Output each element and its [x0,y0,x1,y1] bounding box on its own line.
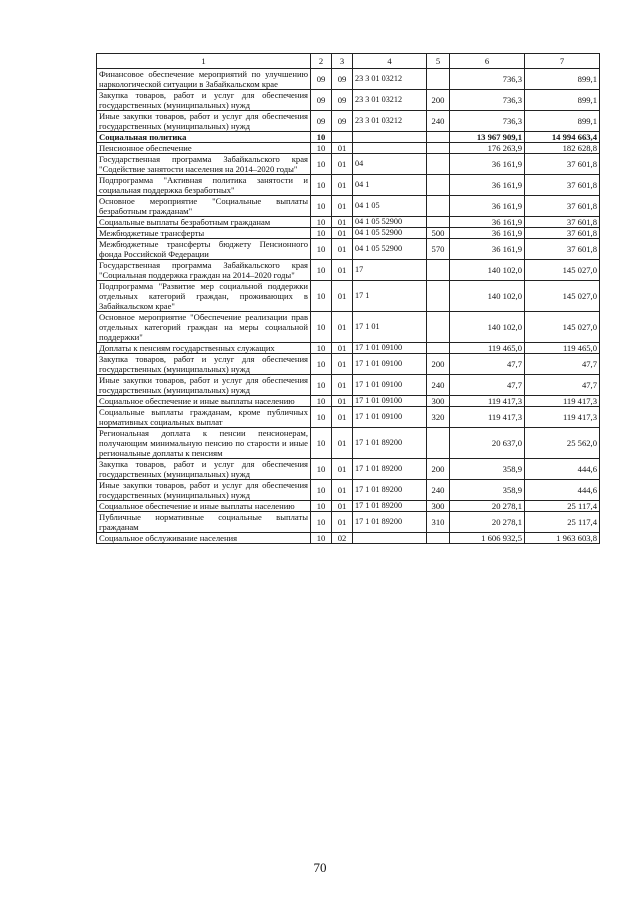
row-name-cell: Пенсионное обеспечение [97,143,311,154]
row-name-cell: Подпрограмма "Развитие мер социальной поддержки отдельных категорий граждан, проживающих в Забайкальском крае" [97,281,311,312]
row-name-cell: Закупка товаров, работ и услуг для обеспечения государственных (муниципальных) нужд [97,354,311,375]
row-name-cell: Иные закупки товаров, работ и услуг для обеспечения государственных (муниципальных) нужд [97,375,311,396]
row-subsection-cell: 01 [332,281,353,312]
row-section-cell: 10 [311,375,332,396]
table-row [97,343,600,354]
row-article-cell: 04 1 [353,175,427,196]
row-expense-type-cell [427,217,450,228]
row-amount-year2-cell: 119 417,3 [525,407,600,428]
row-expense-type-cell [427,175,450,196]
row-expense-type-cell [427,143,450,154]
budget-document [96,53,599,544]
row-amount-year1-cell: 36 161,9 [450,196,525,217]
row-section-cell: 09 [311,111,332,132]
row-name-cell: Государственная программа Забайкальского края "Социальная поддержка граждан на 2014–2020 годы" [97,260,311,281]
row-name-cell: Социальные выплаты безработным гражданам [97,217,311,228]
row-amount-year1-cell: 20 637,0 [450,428,525,459]
header-col-1: 1 [97,54,311,69]
row-amount-year2-cell: 899,1 [525,111,600,132]
row-expense-type-cell [427,260,450,281]
header-col-2: 2 [311,54,332,69]
row-article-cell: 23 3 01 03212 [353,69,427,90]
row-expense-type-cell: 240 [427,375,450,396]
row-name-cell: Иные закупки товаров, работ и услуг для обеспечения государственных (муниципальных) нужд [97,480,311,501]
row-section-cell: 10 [311,480,332,501]
header-col-3: 3 [332,54,353,69]
table-row [97,459,600,480]
row-article-cell: 23 3 01 03212 [353,90,427,111]
row-article-cell: 17 1 01 89200 [353,459,427,480]
row-amount-year2-cell: 25 117,4 [525,512,600,533]
row-article-cell: 23 3 01 03212 [353,111,427,132]
row-section-cell: 10 [311,154,332,175]
row-amount-year2-cell: 444,6 [525,480,600,501]
row-article-cell: 17 1 01 09100 [353,375,427,396]
header-col-5: 5 [427,54,450,69]
table-row [97,375,600,396]
row-amount-year1-cell: 36 161,9 [450,239,525,260]
table-row [97,132,600,143]
row-subsection-cell: 02 [332,533,353,544]
row-article-cell: 04 [353,154,427,175]
row-subsection-cell: 01 [332,428,353,459]
row-amount-year1-cell: 358,9 [450,459,525,480]
row-amount-year1-cell: 36 161,9 [450,217,525,228]
row-subsection-cell: 01 [332,217,353,228]
table-row [97,428,600,459]
row-subsection-cell: 01 [332,343,353,354]
row-amount-year1-cell: 119 465,0 [450,343,525,354]
row-section-cell: 10 [311,217,332,228]
row-article-cell: 17 1 01 09100 [353,396,427,407]
row-amount-year1-cell: 358,9 [450,480,525,501]
budget-table-body [97,54,600,544]
row-name-cell: Межбюджетные трансферты бюджету Пенсионного фонда Российской Федерации [97,239,311,260]
row-article-cell: 17 1 01 [353,312,427,343]
row-name-cell: Закупка товаров, работ и услуг для обеспечения государственных (муниципальных) нужд [97,90,311,111]
row-amount-year2-cell: 25 562,0 [525,428,600,459]
row-section-cell: 10 [311,428,332,459]
row-subsection-cell: 01 [332,312,353,343]
row-expense-type-cell: 300 [427,501,450,512]
row-amount-year1-cell: 140 102,0 [450,312,525,343]
table-row [97,154,600,175]
table-row [97,175,600,196]
row-subsection-cell: 01 [332,459,353,480]
row-amount-year2-cell: 37 601,8 [525,196,600,217]
row-section-cell: 10 [311,196,332,217]
row-article-cell: 17 1 01 09100 [353,354,427,375]
row-section-cell: 10 [311,312,332,343]
table-row [97,260,600,281]
row-section-cell: 10 [311,501,332,512]
row-subsection-cell: 09 [332,69,353,90]
table-row [97,143,600,154]
row-amount-year2-cell: 47,7 [525,354,600,375]
row-amount-year2-cell: 37 601,8 [525,154,600,175]
row-amount-year2-cell: 25 117,4 [525,501,600,512]
row-name-cell: Межбюджетные трансферты [97,228,311,239]
row-expense-type-cell: 200 [427,90,450,111]
row-article-cell: 17 1 01 89200 [353,480,427,501]
row-amount-year2-cell: 37 601,8 [525,175,600,196]
table-row [97,501,600,512]
row-amount-year1-cell: 36 161,9 [450,154,525,175]
header-col-6: 6 [450,54,525,69]
row-name-cell: Социальная политика [97,132,311,143]
row-amount-year2-cell: 37 601,8 [525,239,600,260]
table-row [97,239,600,260]
row-name-cell: Основное мероприятие "Обеспечение реализации прав отдельных категорий граждан на меры социальной поддержки" [97,312,311,343]
row-amount-year2-cell: 37 601,8 [525,228,600,239]
row-section-cell: 10 [311,407,332,428]
row-article-cell: 17 1 01 89200 [353,428,427,459]
row-subsection-cell: 01 [332,228,353,239]
row-subsection-cell: 01 [332,196,353,217]
row-name-cell: Закупка товаров, работ и услуг для обеспечения государственных (муниципальных) нужд [97,459,311,480]
row-amount-year1-cell: 20 278,1 [450,501,525,512]
row-amount-year2-cell: 145 027,0 [525,260,600,281]
row-amount-year2-cell: 182 628,8 [525,143,600,154]
row-article-cell: 17 1 01 89200 [353,512,427,533]
table-row [97,512,600,533]
row-expense-type-cell: 310 [427,512,450,533]
row-article-cell: 17 1 01 09100 [353,343,427,354]
table-row [97,312,600,343]
row-section-cell: 10 [311,354,332,375]
row-amount-year2-cell: 37 601,8 [525,217,600,228]
row-amount-year2-cell: 47,7 [525,375,600,396]
row-amount-year2-cell: 145 027,0 [525,312,600,343]
row-subsection-cell: 01 [332,143,353,154]
row-expense-type-cell [427,196,450,217]
row-expense-type-cell: 240 [427,480,450,501]
row-amount-year1-cell: 140 102,0 [450,260,525,281]
row-subsection-cell: 01 [332,239,353,260]
row-name-cell: Основное мероприятие "Социальные выплаты безработным гражданам" [97,196,311,217]
row-name-cell: Доплаты к пенсиям государственных служащих [97,343,311,354]
header-col-7: 7 [525,54,600,69]
row-article-cell: 17 1 [353,281,427,312]
row-expense-type-cell [427,281,450,312]
row-article-cell: 04 1 05 52900 [353,228,427,239]
row-expense-type-cell [427,69,450,90]
row-name-cell: Социальное обслуживание населения [97,533,311,544]
row-amount-year1-cell: 13 967 909,1 [450,132,525,143]
row-article-cell: 17 1 01 89200 [353,501,427,512]
row-amount-year2-cell: 444,6 [525,459,600,480]
row-subsection-cell: 01 [332,501,353,512]
row-name-cell: Государственная программа Забайкальского края "Содействие занятости населения на 2014–2020 годы" [97,154,311,175]
row-section-cell: 10 [311,228,332,239]
row-amount-year1-cell: 47,7 [450,354,525,375]
row-amount-year1-cell: 47,7 [450,375,525,396]
row-expense-type-cell [427,154,450,175]
row-name-cell: Социальное обеспечение и иные выплаты населению [97,396,311,407]
row-name-cell: Социальное обеспечение и иные выплаты населению [97,501,311,512]
row-subsection-cell [332,132,353,143]
row-article-cell: 04 1 05 52900 [353,217,427,228]
row-amount-year1-cell: 736,3 [450,90,525,111]
row-expense-type-cell: 320 [427,407,450,428]
row-subsection-cell: 01 [332,480,353,501]
row-expense-type-cell [427,533,450,544]
row-amount-year1-cell: 119 417,3 [450,407,525,428]
header-col-4: 4 [353,54,427,69]
row-article-cell: 17 1 01 09100 [353,407,427,428]
row-section-cell: 09 [311,69,332,90]
row-section-cell: 10 [311,512,332,533]
row-amount-year1-cell: 36 161,9 [450,228,525,239]
row-expense-type-cell [427,343,450,354]
row-amount-year1-cell: 119 417,3 [450,396,525,407]
row-section-cell: 10 [311,459,332,480]
row-amount-year1-cell: 36 161,9 [450,175,525,196]
row-expense-type-cell [427,428,450,459]
table-row [97,396,600,407]
table-row [97,90,600,111]
row-section-cell: 10 [311,260,332,281]
row-name-cell: Подпрограмма "Активная политика занятости и социальная поддержка безработных" [97,175,311,196]
row-amount-year1-cell: 736,3 [450,69,525,90]
row-expense-type-cell: 500 [427,228,450,239]
table-row [97,196,600,217]
row-article-cell: 04 1 05 [353,196,427,217]
row-subsection-cell: 01 [332,175,353,196]
page-number: 70 [313,860,327,875]
row-amount-year1-cell: 1 606 932,5 [450,533,525,544]
row-amount-year2-cell: 1 963 603,8 [525,533,600,544]
row-section-cell: 10 [311,239,332,260]
row-subsection-cell: 01 [332,407,353,428]
row-amount-year2-cell: 145 027,0 [525,281,600,312]
row-name-cell: Социальные выплаты гражданам, кроме публичных нормативных социальных выплат [97,407,311,428]
row-section-cell: 10 [311,343,332,354]
row-amount-year1-cell: 736,3 [450,111,525,132]
row-section-cell: 10 [311,132,332,143]
row-subsection-cell: 09 [332,111,353,132]
table-row [97,69,600,90]
row-article-cell [353,533,427,544]
row-name-cell: Иные закупки товаров, работ и услуг для обеспечения государственных (муниципальных) нужд [97,111,311,132]
row-name-cell: Публичные нормативные социальные выплаты гражданам [97,512,311,533]
row-subsection-cell: 01 [332,260,353,281]
row-expense-type-cell: 240 [427,111,450,132]
row-amount-year2-cell: 899,1 [525,90,600,111]
row-name-cell: Финансовое обеспечение мероприятий по улучшению наркологической ситуации в Забайкальском крае [97,69,311,90]
table-row [97,228,600,239]
row-section-cell: 10 [311,533,332,544]
row-amount-year1-cell: 140 102,0 [450,281,525,312]
row-subsection-cell: 01 [332,154,353,175]
row-expense-type-cell: 300 [427,396,450,407]
row-section-cell: 10 [311,143,332,154]
row-name-cell: Региональная доплата к пенсии пенсионерам, получающим минимальную пенсию по старости и иные региональные доплаты к пенсиям [97,428,311,459]
row-subsection-cell: 01 [332,354,353,375]
row-amount-year2-cell: 119 465,0 [525,343,600,354]
table-row [97,217,600,228]
row-amount-year1-cell: 176 263,9 [450,143,525,154]
row-expense-type-cell: 570 [427,239,450,260]
table-header-row [97,54,600,69]
row-expense-type-cell: 200 [427,459,450,480]
row-amount-year2-cell: 119 417,3 [525,396,600,407]
row-section-cell: 10 [311,175,332,196]
row-amount-year2-cell: 14 994 663,4 [525,132,600,143]
row-article-cell: 17 [353,260,427,281]
row-article-cell: 04 1 05 52900 [353,239,427,260]
row-section-cell: 09 [311,90,332,111]
row-subsection-cell: 01 [332,512,353,533]
table-row [97,480,600,501]
row-subsection-cell: 01 [332,375,353,396]
table-row [97,407,600,428]
table-row [97,533,600,544]
row-section-cell: 10 [311,281,332,312]
row-subsection-cell: 09 [332,90,353,111]
row-article-cell [353,132,427,143]
table-row [97,354,600,375]
row-amount-year2-cell: 899,1 [525,69,600,90]
row-subsection-cell: 01 [332,396,353,407]
row-expense-type-cell: 200 [427,354,450,375]
budget-table [96,53,600,544]
table-row [97,111,600,132]
row-section-cell: 10 [311,396,332,407]
row-article-cell [353,143,427,154]
row-amount-year1-cell: 20 278,1 [450,512,525,533]
row-expense-type-cell [427,312,450,343]
table-row [97,281,600,312]
row-expense-type-cell [427,132,450,143]
